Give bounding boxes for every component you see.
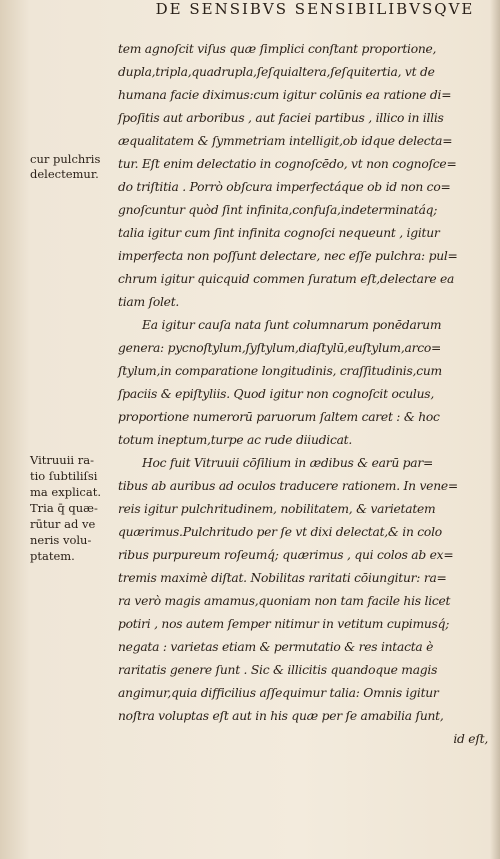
text-line: humana facie diximus:cum igitur colūnis ea ratione di= — [118, 88, 452, 102]
margin-note-line: tio ſubtiliſsi — [30, 469, 98, 483]
text-line: do triſtitia . Porrò obſcura imperfectáque ob id non co= — [118, 180, 451, 194]
margin-note-line: ptatem. — [30, 549, 75, 563]
margin-note-line: Tria q̄ quæ- — [30, 501, 98, 515]
running-head-text: DE SENSIBVS SENSIBILIBVSQVE — [155, 0, 475, 18]
margin-note-pleasure — [30, 152, 116, 182]
text-line: tremis maximè diſtat. Nobilitas raritati cōiungitur: ra= — [118, 571, 447, 585]
body-text — [118, 38, 488, 751]
text-line: tur. Eſt enim delectatio in cognoſcēdo, vt non cognoſce= — [118, 157, 457, 171]
text-line: tiam ſolet. — [118, 295, 180, 309]
text-line: ſtylum,in comparatione longitudinis, craſſitudinis,cum — [118, 364, 442, 378]
paragraph-start-line: Ea igitur cauſa nata ſunt columnarum ponēdarum — [142, 318, 442, 332]
text-line: negata : varietas etiam & permutatio & res intacta è — [118, 640, 434, 654]
text-line: noſtra voluptas eſt aut in his quæ per ſe amabilia ſunt, — [118, 709, 444, 723]
paragraph-start-line: Hoc fuit Vitruuii cōſilium in ædibus & earū par= — [142, 456, 434, 470]
text-line: gnoſcuntur quòd ſint infinita,confuſa,indeterminatáq; — [118, 203, 438, 217]
text-line: ſpaciis & epiſtyliis. Quod igitur non cognoſcit oculus, — [118, 387, 434, 401]
text-line: dupla,tripla,quadrupla,ſeſquialtera,ſeſquitertia, vt de — [118, 65, 435, 79]
text-line: genera: pycnoſtylum,ſyſtylum,diaſtylū,euſtylum,arco= — [118, 341, 442, 355]
text-line: proportione numerorū paruorum ſaltem caret : & hoc — [118, 410, 440, 424]
text-line: imperfecta non poſſunt delectare, nec eſſe pulchra: pul= — [118, 249, 458, 263]
text-line: ra verò magis amamus,quoniam non tam facile his licet — [118, 594, 451, 608]
text-line: totum ineptum,turpe ac rude diiudicat. — [118, 433, 353, 447]
text-line: reis igitur pulchritudinem, nobilitatem, & varietatem — [118, 502, 436, 516]
text-line: potiri , nos autem ſemper nitimur in vetitum cupimusq́; — [118, 617, 450, 631]
margin-note-line: cur pulchris — [30, 152, 101, 166]
text-line: quærimus.Pulchritudo per ſe vt dixi delectat,& in colo — [118, 525, 442, 539]
page-edge-shadow — [490, 0, 500, 859]
margin-note-line: delectemur. — [30, 167, 99, 181]
margin-note-line: rūtur ad ve — [30, 517, 96, 531]
margin-note-line: Vitruuii ra- — [30, 453, 94, 467]
margin-note-line: ma explicat. — [30, 485, 101, 499]
text-line: æqualitatem & ſymmetriam intelligit,ob idque delecta= — [118, 134, 453, 148]
text-line: tibus ab auribus ad oculos traducere rationem. In vene= — [118, 479, 458, 493]
text-line: ribus purpureum roſeumq́; quærimus , qui colos ab ex= — [118, 548, 454, 562]
margin-note-line: neris volu- — [30, 533, 92, 547]
text-line: talia igitur cum ſint infinita cognoſci nequeunt , igitur — [118, 226, 440, 240]
catchword-line: id eſt, — [453, 732, 488, 746]
text-line: chrum igitur quicquid commen ſuratum eſt,delectare ea — [118, 272, 455, 286]
margin-note-vitruvius — [30, 452, 116, 564]
text-line: ſpoſitis aut arboribus , aut faciei partibus , illico in illis — [118, 111, 444, 125]
running-head — [130, 0, 500, 18]
text-line: raritatis genere ſunt . Sic & illicitis quandoque magis — [118, 663, 438, 677]
text-line: tem agnoſcit viſus quæ ſimplici conſtant proportione, — [118, 42, 437, 56]
text-line: angimur,quia difficilius aſſequimur talia: Omnis igitur — [118, 686, 439, 700]
